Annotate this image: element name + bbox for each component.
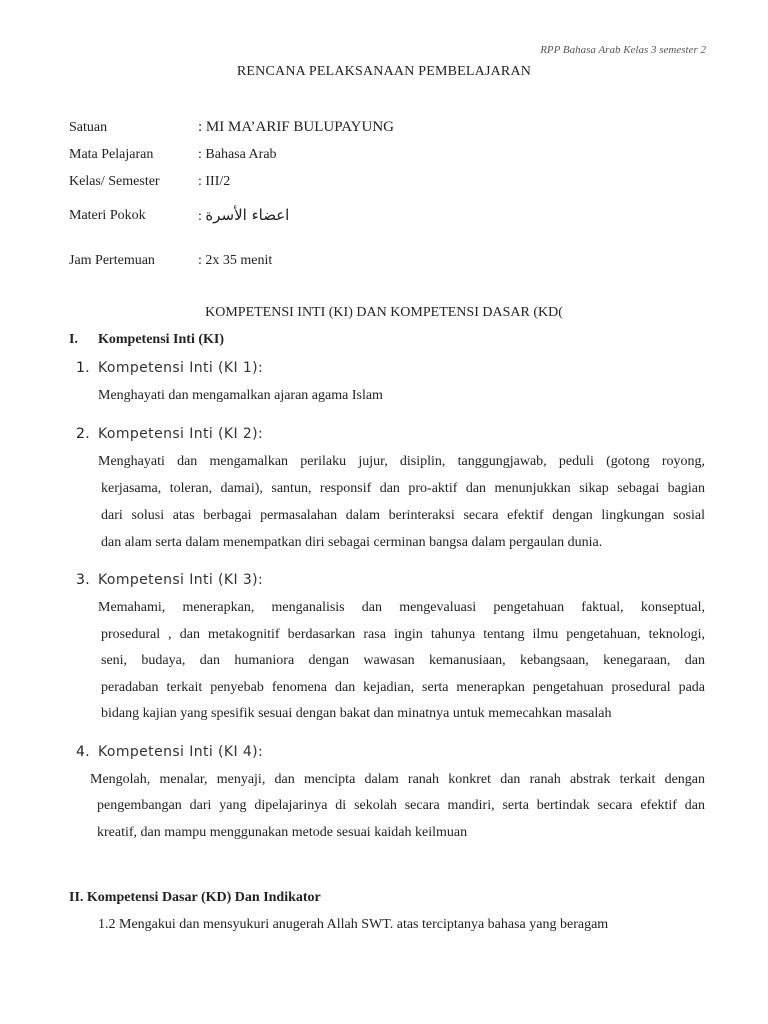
ki3-line-5: bidang kajian yang spesifik sesuai dengan bakat dan minatnya untuk memecahkan masalah: [101, 706, 612, 721]
ki4-line-3: kreatif, dan mampu menggunakan metode sesuai kaidah keilmuan: [97, 825, 468, 840]
ki4-title: Kompetensi Inti (KI 4):: [98, 744, 264, 760]
ki3-line-3: seni, budaya, dan humaniora dengan wawasan kemanusiaan, kebangsaan, kenegaraan, dan: [101, 653, 705, 668]
ki3-title: Kompetensi Inti (KI 3):: [98, 572, 264, 588]
mapel-value: : Bahasa Arab: [198, 147, 277, 162]
ki3-line-2: prosedural , dan metakognitif berdasarkan rasa ingin tahunya tentang ilmu pengetahuan, teknologi,: [101, 627, 705, 642]
document-title: RENCANA PELAKSANAAN PEMBELAJARAN: [236, 64, 532, 79]
ki3-number: 3.: [76, 572, 90, 588]
section-heading: KOMPETENSI INTI (KI) DAN KOMPETENSI DASAR (KD(: [205, 305, 563, 320]
ki4-number: 4.: [76, 744, 90, 760]
ki2-title: Kompetensi Inti (KI 2):: [98, 426, 264, 442]
kelas-value: : III/2: [198, 174, 231, 189]
materi-colon: :: [198, 209, 202, 224]
materi-value-row: [198, 206, 289, 225]
materi-arabic-text: اعضاء الأسرة: [205, 206, 290, 224]
section1-title: Kompetensi Inti (KI): [98, 332, 224, 347]
ki1-number: 1.: [76, 360, 90, 376]
kelas-label: Kelas/ Semester: [69, 174, 160, 189]
ki3-line-1: Memahami, menerapkan, menganalisis dan mengevaluasi pengetahuan faktual, konseptual,: [98, 600, 705, 615]
section1-numeral: I.: [69, 332, 78, 347]
mapel-label: Mata Pelajaran: [69, 147, 154, 162]
ki3-line-4: peradaban terkait penyebab fenomena dan kejadian, serta menerapkan pengetahuan prosedural pada: [101, 680, 705, 695]
ki2-line-1: Menghayati dan mengamalkan perilaku jujur, disiplin, tanggungjawab, peduli (gotong royong,: [98, 454, 705, 469]
header-note: RPP Bahasa Arab Kelas 3 semester 2: [540, 44, 706, 56]
ki4-line-1: Mengolah, menalar, menyaji, dan mencipta dalam ranah konkret dan ranah abstrak terkait dengan: [90, 772, 705, 787]
materi-label: Materi Pokok: [69, 208, 146, 223]
ki1-title: Kompetensi Inti (KI 1):: [98, 360, 264, 376]
jam-value: : 2x 35 menit: [198, 253, 273, 268]
ki2-line-3: dari solusi atas berbagai permasalahan dalam berinteraksi secara efektif dengan lingkungan sosial: [101, 508, 705, 523]
ki4-line-2: pengembangan dari yang dipelajarinya di sekolah secara mandiri, serta bertindak secara efektif dan: [97, 798, 705, 813]
ki2-number: 2.: [76, 426, 90, 442]
satuan-label: Satuan: [69, 120, 108, 135]
section2-title: II. Kompetensi Dasar (KD) Dan Indikator: [69, 890, 321, 905]
ki1-line-1: Menghayati dan mengamalkan ajaran agama Islam: [98, 388, 383, 403]
kd-item-1-2: 1.2 Mengakui dan mensyukuri anugerah Allah SWT. atas terciptanya bahasa yang beragam: [98, 917, 609, 932]
ki2-line-2: kerjasama, toleran, damai), santun, responsif dan pro-aktif dan menunjukkan sikap sebagai bagian: [101, 481, 705, 496]
jam-label: Jam Pertemuan: [69, 253, 155, 268]
satuan-value: : MI MA’ARIF BULUPAYUNG: [198, 119, 395, 135]
ki2-line-4: dan alam serta dalam menempatkan diri sebagai cerminan bangsa dalam pergaulan dunia.: [101, 535, 603, 550]
